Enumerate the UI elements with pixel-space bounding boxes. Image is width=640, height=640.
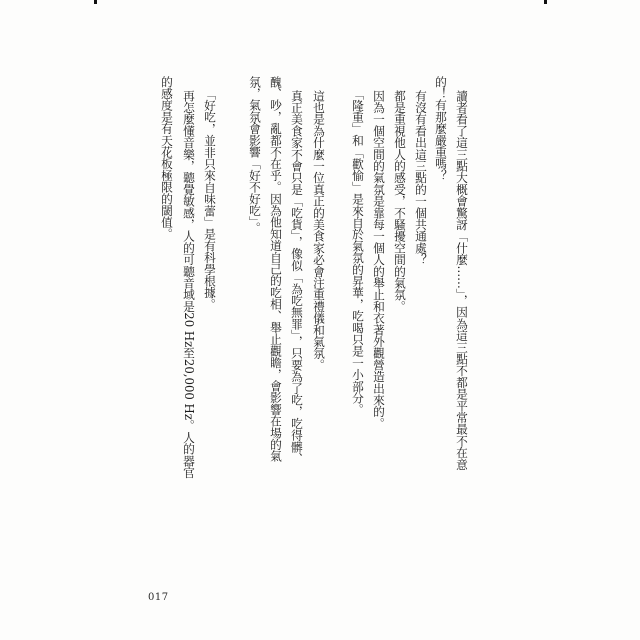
text-line: 的！有那麼嚴重嗎？ [434, 76, 448, 182]
text-line: 這也是為什麼一位真正的美食家必會注重禮儀和氣氛。 [312, 90, 326, 371]
page-number: 017 [148, 592, 169, 603]
text-line: 讀者看了這三點大概會驚訝「什麼……」，因為這三點不都是平常最不在意 [455, 90, 469, 471]
text-line: 都是重視他人的感受，不騷擾空間的氣氛。 [393, 90, 407, 313]
text-line: 有沒有看出這三點的一個共通處？ [414, 90, 428, 266]
text-line: 「隆重」和「歡愉」是來自於氣氛的昇華，吃喝只是一小部分。 [351, 88, 365, 416]
text-line: 的感度是有天花板極限的閾值。 [160, 76, 174, 240]
crop-mark-top-right [544, 0, 547, 4]
text-line: 「好吃，並非只來自味蕾」是有科學根據。 [203, 88, 217, 311]
text-line: 氛，氣氛會影響「好不好吃」。 [248, 76, 262, 234]
text-line: 因為一個空間的氣氛是靠每一個人的舉止和衣著外觀營造出來的。 [372, 90, 386, 430]
crop-mark-top-left [94, 0, 97, 4]
text-line: 真正美食家不會只是「吃貨」，像似「為吃無罪」，只要為了吃，吃得髒、 [290, 90, 304, 465]
text-line: 醜、吵，亂都不在乎。因為他知道自己的吃相、舉止觀瞻，會影響在場的氣 [269, 76, 283, 463]
text-line: 再怎麼懂音樂，聽覺敏感，人的可聽音域是20 Hz至20,000 Hz。人的器官 [182, 90, 196, 479]
